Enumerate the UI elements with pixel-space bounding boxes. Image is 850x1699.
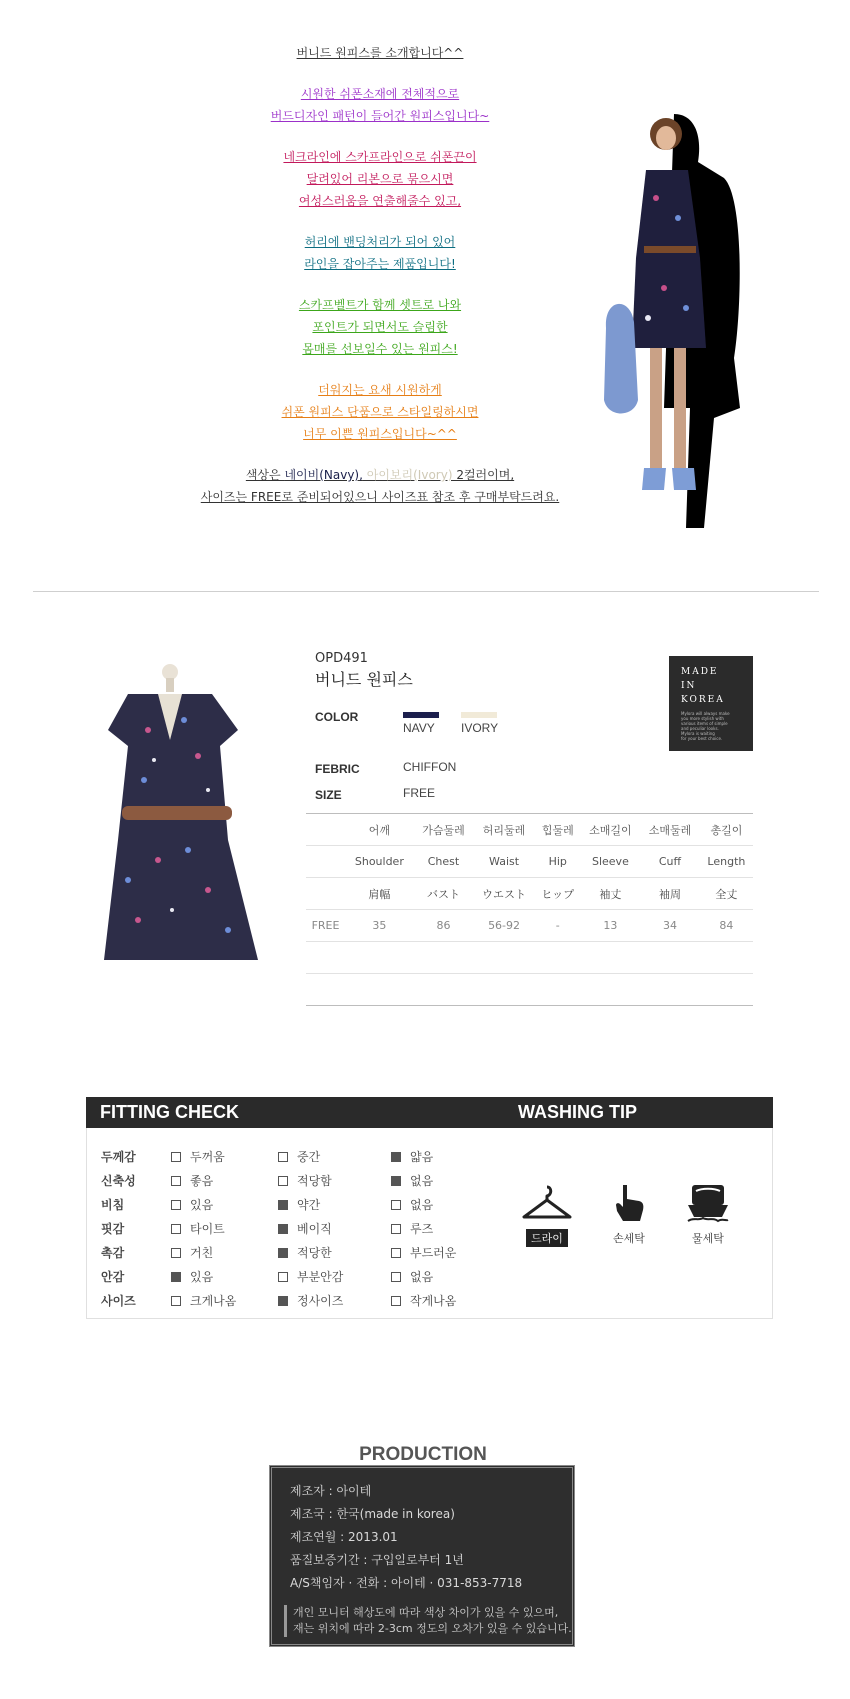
checkbox-checked [278,1248,288,1258]
fitting-row-label: 사이즈 [101,1294,136,1308]
checkbox-checked [391,1152,401,1162]
intro-paragraph [160,146,600,212]
intro-line: 네크라인에 스카프라인으로 쉬폰끈이 [283,150,477,164]
ivory-swatch [461,712,497,718]
fabric-label: FEBRIC [315,762,360,776]
checkbox [278,1152,288,1162]
badge-fine-line: you more stylish with [681,716,724,721]
product-photo [88,660,268,990]
size-header-en-row [306,846,753,878]
size-value-cell: - [535,910,581,942]
checkbox [391,1200,401,1210]
checkbox [171,1176,181,1186]
size-header-cell: Length [700,846,753,878]
size-header-cell: 소매둘레 [640,814,700,846]
fitting-option-label: 루즈 [410,1222,434,1236]
made-in-korea-badge [669,656,753,751]
production-note-line: 개인 모니터 해상도에 따라 색상 차이가 있을 수 있으며, [293,1606,559,1619]
size-header-cell [306,814,345,846]
washing-machine-icon [686,1183,730,1223]
checkbox [391,1272,401,1282]
product-name: 버니드 원피스 [315,670,413,689]
size-header-cell [306,878,345,910]
checkbox [391,1224,401,1234]
size-value-cell: 34 [640,910,700,942]
washing-tip-title: WASHING TIP [518,1102,638,1122]
badge-line: IN [681,681,697,691]
checkbox-checked [171,1272,181,1282]
fitting-option-label: 정사이즈 [297,1294,344,1308]
intro-paragraph [160,464,600,508]
checkbox [171,1200,181,1210]
fitting-option-label: 좋음 [190,1174,214,1188]
washing-tip-label: 물세탁 [692,1232,724,1245]
size-value-cell: 35 [345,910,414,942]
washing-tip-machine [673,1183,743,1247]
intro-line: 시원한 쉬폰소재에 전체적으로 [300,87,460,101]
fitting-option-label: 거친 [190,1246,214,1260]
fitting-row-label: 촉감 [101,1246,125,1260]
fitting-row-label: 두께감 [101,1150,136,1164]
fitting-check-title: FITTING CHECK [100,1102,239,1122]
fitting-option-label: 적당한 [297,1246,332,1260]
production-note [284,1605,572,1637]
fitting-option-label: 크게나옴 [190,1294,237,1308]
section-divider [33,591,819,592]
size-value-cell: FREE [306,910,345,942]
fitting-row-label: 신축성 [101,1174,136,1188]
checkbox-checked [391,1176,401,1186]
washing-tip-dry [512,1183,582,1247]
intro-paragraph [160,231,600,275]
table-row-empty [306,974,753,1006]
production-line: A/S책임자 · 전화 : 아이테 · 031-853-7718 [290,1576,523,1590]
checkbox [391,1296,401,1306]
color-label: COLOR [315,710,359,724]
fitting-option-label: 약간 [297,1198,321,1212]
intro-text [160,42,600,527]
checkbox [171,1152,181,1162]
intro-line: 라인을 잡아주는 제품입니다! [304,257,456,271]
production-line: 품질보증기간 : 구입일로부터 1년 [290,1553,464,1567]
product-code: OPD491 [315,651,368,666]
size-header-cell: 肩幅 [345,878,414,910]
checkbox [391,1248,401,1258]
size-header-cell: ウエスト [473,878,535,910]
size-header-cell: Sleeve [581,846,641,878]
intro-paragraph [160,379,600,445]
intro-line: 포인트가 되면서도 슬림한 [312,320,448,334]
intro-line: 버드디자인 패턴이 들어간 원피스입니다~ [270,109,490,123]
size-header-cell: 袖周 [640,878,700,910]
badge-line: MADE [681,667,719,677]
size-header-cell: 全丈 [700,878,753,910]
empty-cell [306,942,753,974]
model-photo [594,108,764,528]
size-header-jp-row [306,878,753,910]
size-header-cell: 허리둘레 [473,814,535,846]
badge-fine-line: Mylora will always make [681,711,730,716]
washing-tip-label: 드라이 [526,1229,568,1247]
intro-paragraph [160,42,600,64]
size-line: 사이즈는 FREE로 준비되어있으니 사이즈표 참조 후 구매부탁드려요. [200,490,560,504]
size-header-cell: 힙둘레 [535,814,581,846]
checkbox [171,1224,181,1234]
intro-paragraph [160,294,600,360]
colors-prefix: 색상은 [245,468,285,482]
size-table [306,813,753,1006]
fitting-row-label: 비침 [101,1198,125,1212]
size-value-cell: 84 [700,910,753,942]
production-panel [269,1465,575,1647]
intro-line: 더워지는 요새 시원하게 [318,383,442,397]
size-header-cell: バスト [414,878,474,910]
washing-tip-hand [594,1183,664,1247]
production-line: 제조국 : 한국(made in korea) [290,1507,455,1521]
size-header-cell: Shoulder [345,846,414,878]
size-label: SIZE [315,788,342,802]
size-header-cell: 어깨 [345,814,414,846]
fitting-option-label: 두꺼움 [190,1150,225,1164]
size-header-cell: Waist [473,846,535,878]
badge-fine-line: Mylora is waiting [681,731,715,736]
fitting-option-label: 얇음 [410,1150,434,1164]
table-row [306,910,753,942]
size-header-cell: 袖丈 [581,878,641,910]
size-header-cell: Cuff [640,846,700,878]
fitting-option-label: 베이직 [297,1222,332,1236]
production-note-line: 재는 위치에 따라 2-3cm 정도의 오차가 있을 수 있습니다. [293,1622,572,1635]
production-title: PRODUCTION [359,1444,487,1465]
color-name-ivory: IVORY [461,721,499,735]
intro-line: 몸매를 선보일수 있는 원피스! [302,342,458,356]
badge-fine-line: for your best choice. [681,736,723,741]
intro-line: 달려있어 리본으로 묶으시면 [306,172,454,186]
size-header-ko-row [306,814,753,846]
size-header-cell: Chest [414,846,474,878]
size-header-cell: 가슴둘레 [414,814,474,846]
empty-cell [306,974,753,1006]
badge-fine-line: and peculiar looks. [681,726,719,731]
intro-paragraph [160,83,600,127]
fitting-option-label: 적당함 [297,1174,332,1188]
fitting-option-label: 없음 [410,1270,434,1284]
size-header-cell: ヒップ [535,878,581,910]
checkbox [171,1248,181,1258]
fitting-option-label: 없음 [410,1198,434,1212]
size-value-cell: 86 [414,910,474,942]
intro-line: 쉬폰 원피스 단품으로 스타일링하시면 [281,405,479,419]
size-header-cell: 총길이 [700,814,753,846]
size-value-cell: 13 [581,910,641,942]
fitting-option-label: 작게나옴 [410,1294,457,1308]
intro-line: 너무 이쁜 원피스입니다~^^ [303,427,457,441]
intro-line: 버니드 원피스를 소개합니다^^ [296,46,464,60]
checkbox-checked [278,1296,288,1306]
checkbox [278,1272,288,1282]
fitting-option-label: 부분안감 [297,1270,344,1284]
size-value-cell: 56-92 [473,910,535,942]
checkbox-checked [278,1224,288,1234]
navy-swatch [403,712,439,718]
checkbox [278,1176,288,1186]
checkbox-checked [278,1200,288,1210]
checkbox [171,1296,181,1306]
fabric-value: CHIFFON [403,760,457,774]
color-navy-text: 네이비(Navy), [284,468,363,482]
fitting-option-label: 타이트 [190,1222,225,1236]
table-row-empty [306,942,753,974]
fitting-option-label: 있음 [190,1270,214,1284]
hanger-icon [521,1183,573,1223]
fitting-row-label: 안감 [101,1270,125,1284]
production-line: 제조자 : 아이테 [290,1484,372,1498]
fitting-option-label: 중간 [297,1150,321,1164]
size-header-cell: Hip [535,846,581,878]
hand-icon [609,1183,649,1223]
production-line: 제조연월 : 2013.01 [290,1530,398,1544]
fitting-header-bar [86,1097,773,1128]
fitting-option-label: 없음 [410,1174,434,1188]
colors-line [160,464,600,486]
intro-line: 여성스러움을 연출해줄수 있고, [298,194,462,208]
size-header-cell [306,846,345,878]
color-name-navy: NAVY [403,721,435,735]
intro-line: 허리에 밴딩처리가 되어 있어 [304,235,456,249]
fitting-row-label: 핏감 [101,1222,125,1236]
badge-fine-print [681,711,741,741]
colors-suffix: 2컬러이며, [452,468,515,482]
badge-line: KOREA [681,695,725,705]
fitting-option-label: 있음 [190,1198,214,1212]
intro-line: 스카프벨트가 함께 셋트로 나와 [298,298,462,312]
color-ivory-text: 아이보리(Ivory) [362,468,453,482]
size-value: FREE [403,786,436,800]
washing-tip-label: 손세탁 [613,1232,645,1245]
fitting-option-label: 부드러운 [410,1246,457,1260]
size-header-cell: 소매길이 [581,814,641,846]
badge-fine-line: various items of simple [681,721,728,726]
